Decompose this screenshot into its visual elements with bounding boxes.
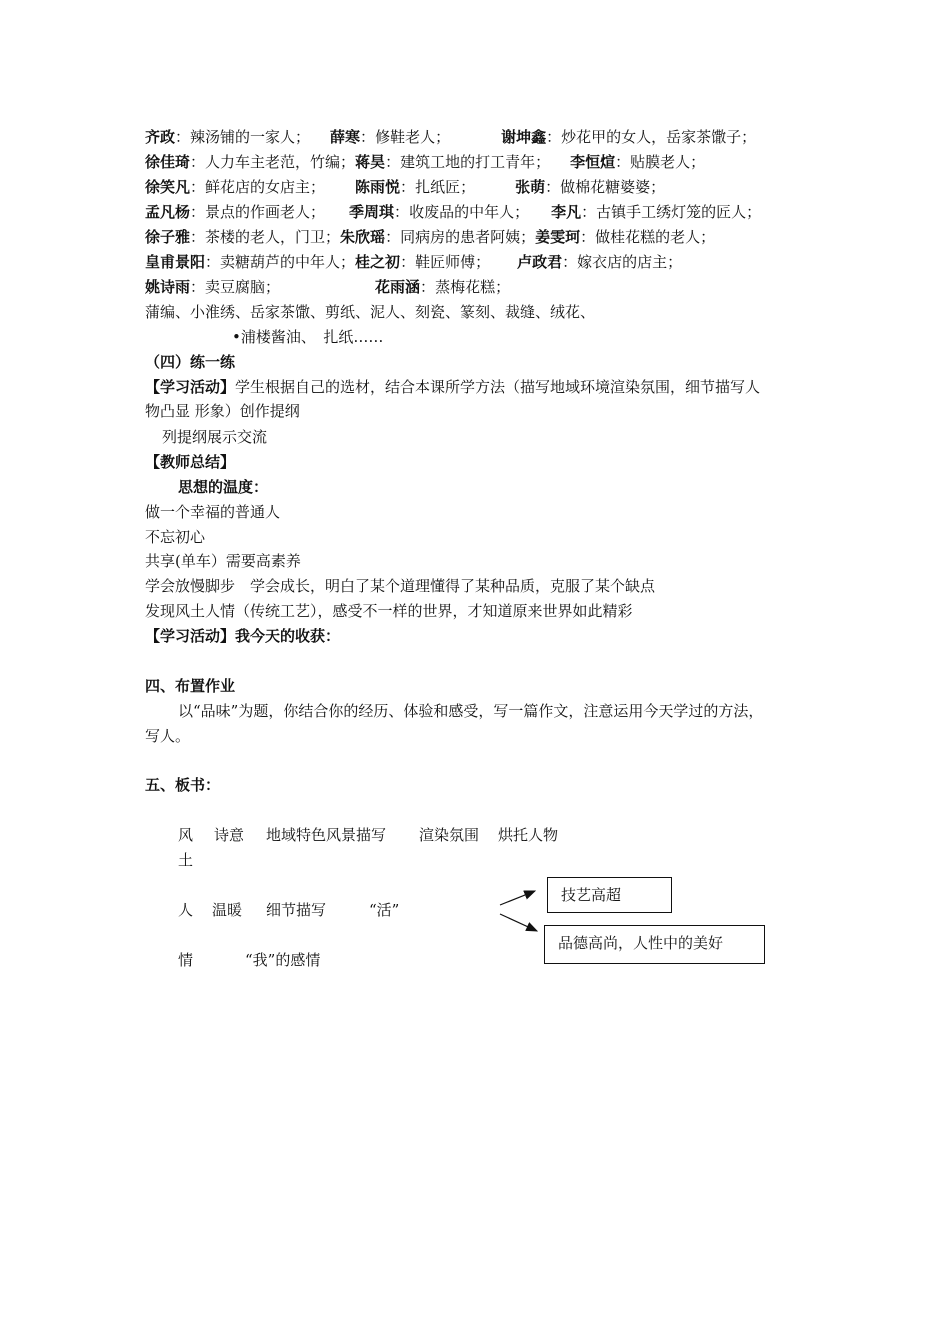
homework-text: 以“品味”为题，你结合你的经历、体验和感受，写一篇作文，注意运用今天学过的方法， [178,702,764,720]
box-virtue-text: 品德高尚，人性中的美好 [558,934,724,952]
student-name: 卢政君 [517,253,563,271]
student-name: 薛寒 [330,128,361,146]
board-huo: “活” [369,901,400,919]
board-ren: 人 [178,901,194,919]
role-desc: 人力车主老范，竹编； [205,153,356,171]
arrow-down [500,914,537,931]
board-wennuan: 温暖 [212,901,243,919]
role-desc: 景点的作画老人； [205,203,326,221]
thought-item: 发现风土人情（传统工艺），感受不一样的世界，才知道原来世界如此精彩 [145,602,633,620]
board-scene: 地域特色风景描写 [266,826,387,844]
board-detail: 细节描写 [266,901,327,919]
role-desc: 扎纸匠； [415,178,476,196]
student-name: 桂之初 [355,253,401,271]
student-name: 蒋昊 [355,153,386,171]
student-name: 齐政 [145,128,176,146]
board-qing: 情 [178,951,194,969]
thought-title: 思想的温度： [178,478,269,496]
student-name: 孟凡杨 [145,203,191,221]
student-name: 花雨涵 [375,278,421,296]
activity-line-3: 列提纲展示交流 [162,428,268,446]
role-desc: 卖糖葫芦的中年人； [220,253,356,271]
role-desc: 辣汤铺的一家人； [190,128,311,146]
crafts-line: 蒲编、小淮绣、岳家茶馓、剪纸、泥人、刻瓷、篆刻、裁缝、绒花、 [145,303,596,321]
role-desc: 做棉花糖婆婆； [560,178,666,196]
role-desc: 嫁衣店的店主； [577,253,683,271]
role-desc: 同病房的患者阿姨； [400,228,536,246]
role-desc: 做桂花糕的老人； [595,228,716,246]
role-desc: 修鞋老人； [375,128,451,146]
arrow-up [500,891,535,905]
thought-item: 做一个幸福的普通人 [145,503,281,521]
board-shiyi: 诗意 [214,826,245,844]
board-me: “我”的感情 [245,951,321,969]
student-name: 陈雨悦 [355,178,401,196]
student-name: 李凡 [551,203,582,221]
student-name: 姚诗雨 [145,278,191,296]
role-line-5: 徐子雅：茶楼的老人，门卫；朱欣瑶：同病房的患者阿姨；姜雯珂：做桂花糕的老人； [145,228,716,246]
crafts-line-2: •浦楼酱油、 扎纸…… [232,328,384,346]
role-desc: 收废品的中年人； [409,203,530,221]
teacher-summary: 【教师总结】 [145,453,236,471]
homework-title: 四、布置作业 [145,677,236,695]
box-skill-text: 技艺高超 [561,886,622,904]
board-foil: 烘托人物 [498,826,559,844]
thought-item: 共享(单车）需要高素养 [145,552,301,570]
activity-text: 学生根据自己的选材，结合本课所学方法（描写地域环境渲染氛围，细节描写人 [235,378,761,396]
role-desc: 茶楼的老人，门卫； [205,228,341,246]
role-line-3: 徐笑凡：鲜花店的女店主； 陈雨悦：扎纸匠； 张萌：做棉花糖婆婆； [145,178,666,196]
student-name: 徐佳琦 [145,153,191,171]
thought-item: 不忘初心 [145,528,206,546]
activity-label: 【学习活动】 [145,378,236,396]
student-name: 李恒煊 [570,153,616,171]
role-line-4: 孟凡杨：景点的作画老人； 季周琪：收废品的中年人； 李凡：古镇手工绣灯笼的匠人； [145,203,762,221]
student-name: 季周琪 [349,203,395,221]
student-name: 皇甫景阳 [145,253,206,271]
role-desc: 炒花甲的女人，岳家茶馓子； [561,128,757,146]
harvest-heading: 【学习活动】我今天的收获： [145,627,341,645]
board-feng: 风 [178,826,194,844]
thought-item: 学会放慢脚步 学会成长，明白了某个道理懂得了某种品质，克服了某个缺点 [145,577,656,595]
role-desc: 贴膜老人； [630,153,706,171]
role-line-7: 姚诗雨：卖豆腐脑； 花雨涵：蒸梅花糕； [145,278,511,296]
role-desc: 鲜花店的女店主； [205,178,326,196]
role-desc: 古镇手工绣灯笼的匠人； [596,203,762,221]
student-name: 谢坤鑫 [501,128,547,146]
role-line-2: 徐佳琦：人力车主老范，竹编；蒋昊：建筑工地的打工青年； 李恒煊：贴膜老人； [145,153,706,171]
student-name: 徐笑凡 [145,178,191,196]
student-name: 姜雯珂 [535,228,581,246]
homework-text-2: 写人。 [145,727,191,745]
student-name: 徐子雅 [145,228,191,246]
role-line-6: 皇甫景阳：卖糖葫芦的中年人；桂之初：鞋匠师傅； 卢政君：嫁衣店的店主； [145,253,683,271]
student-name: 张萌 [515,178,546,196]
board-tu: 土 [178,851,194,869]
box-skill [547,877,672,913]
role-desc: 建筑工地的打工青年； [400,153,551,171]
role-desc: 鞋匠师傅； [415,253,491,271]
role-line-1: 齐政：辣汤铺的一家人； 薛寒：修鞋老人； 谢坤鑫：炒花甲的女人，岳家茶馓子； [145,128,757,146]
role-desc: 蒸梅花糕； [435,278,511,296]
board-title: 五、板书： [145,776,221,794]
board-atmosphere: 渲染氛围 [419,826,480,844]
box-virtue [544,925,765,964]
role-colon: ： [175,128,191,146]
student-name: 朱欣瑶 [340,228,386,246]
activity-line-2: 物凸显 形象）创作提纲 [145,402,300,420]
role-desc: 卖豆腐脑； [205,278,281,296]
section-practice: （四）练一练 [145,353,236,371]
